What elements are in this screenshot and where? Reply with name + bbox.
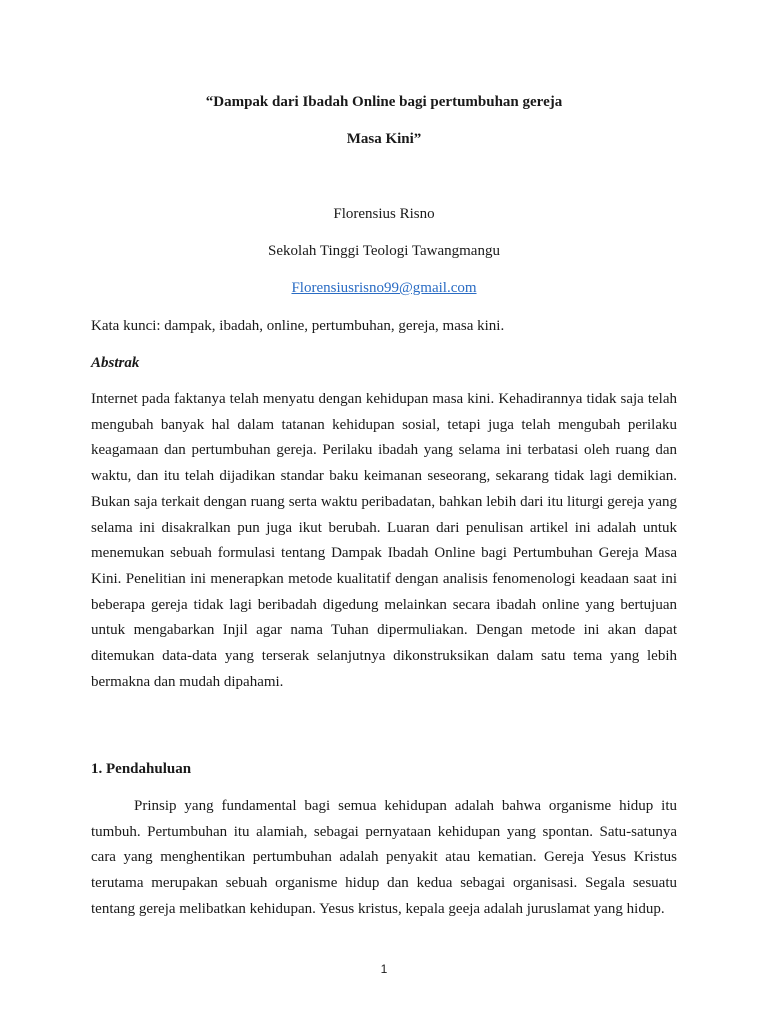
author-email-link[interactable]: Florensiusrisno99@gmail.com bbox=[291, 280, 477, 296]
paper-title-line-2: Masa Kini” bbox=[346, 131, 422, 147]
paper-title-line-1: “Dampak dari Ibadah Online bagi pertumbuhan gereja bbox=[205, 94, 563, 110]
author-name: Florensius Risno bbox=[333, 206, 435, 222]
section-heading-introduction: 1. Pendahuluan bbox=[91, 761, 192, 777]
keywords: Kata kunci: dampak, ibadah, online, pertumbuhan, gereja, masa kini. bbox=[91, 318, 505, 334]
abstract-body: Internet pada faktanya telah menyatu dengan kehidupan masa kini. Kehadirannya tidak saja telah mengubah banyak hal dalam tatanan kehidupan sosial, tetapi juga telah mengubah perilaku keagamaan dan pertumbuhan gereja. Perilaku ibadah yang selama ini terbatasi oleh ruang dan waktu, dan itu telah dijadikan standar baku keimanan seseorang, sekarang tidak lagi demikian. Bukan saja terkait dengan ruang serta waktu peribadatan, bahkan lebih dari itu liturgi gereja yang selama ini disakralkan pun juga ikut berubah. Luaran dari penulisan artikel ini adalah untuk menemukan sebuah formulasi tentang Dampak Ibadah Online bagi Pertumbuhan Gereja Masa Kini. Penelitian ini menerapkan metode kualitatif dengan analisis fenomenologi keadaan saat ini beberapa gereja tidak lagi beribadah digedung melainkan secara ibadah online yang bertujuan untuk mengabarkan Injil agar nama Tuhan dipermuliakan. Dengan metode ini akan dapat ditemukan data-data yang terserak selanjutnya dikonstruksikan dalam satu tema yang lebih bermakna dan mudah dipahami. bbox=[91, 391, 677, 690]
author-affiliation: Sekolah Tinggi Teologi Tawangmangu bbox=[268, 243, 500, 259]
author-email-line bbox=[0, 279, 768, 297]
section-body-introduction: Prinsip yang fundamental bagi semua kehidupan adalah bahwa organisme hidup itu tumbuh. Pertumbuhan itu alamiah, sebagai pernyataan kehidupan yang spontan. Satu-satunya cara yang menghentikan pertumbuhan adalah penyakit atau kematian. Gereja Yesus Kristus terutama merupakan sebuah organisme hidup dan kedua sebagai organisasi. Segala sesuatu tentang gereja melibatkan kehidupan. Yesus kristus, kepala geeja adalah juruslamat yang hidup. bbox=[91, 798, 677, 917]
abstract-heading: Abstrak bbox=[91, 355, 140, 371]
page-number: 1 bbox=[380, 962, 388, 976]
